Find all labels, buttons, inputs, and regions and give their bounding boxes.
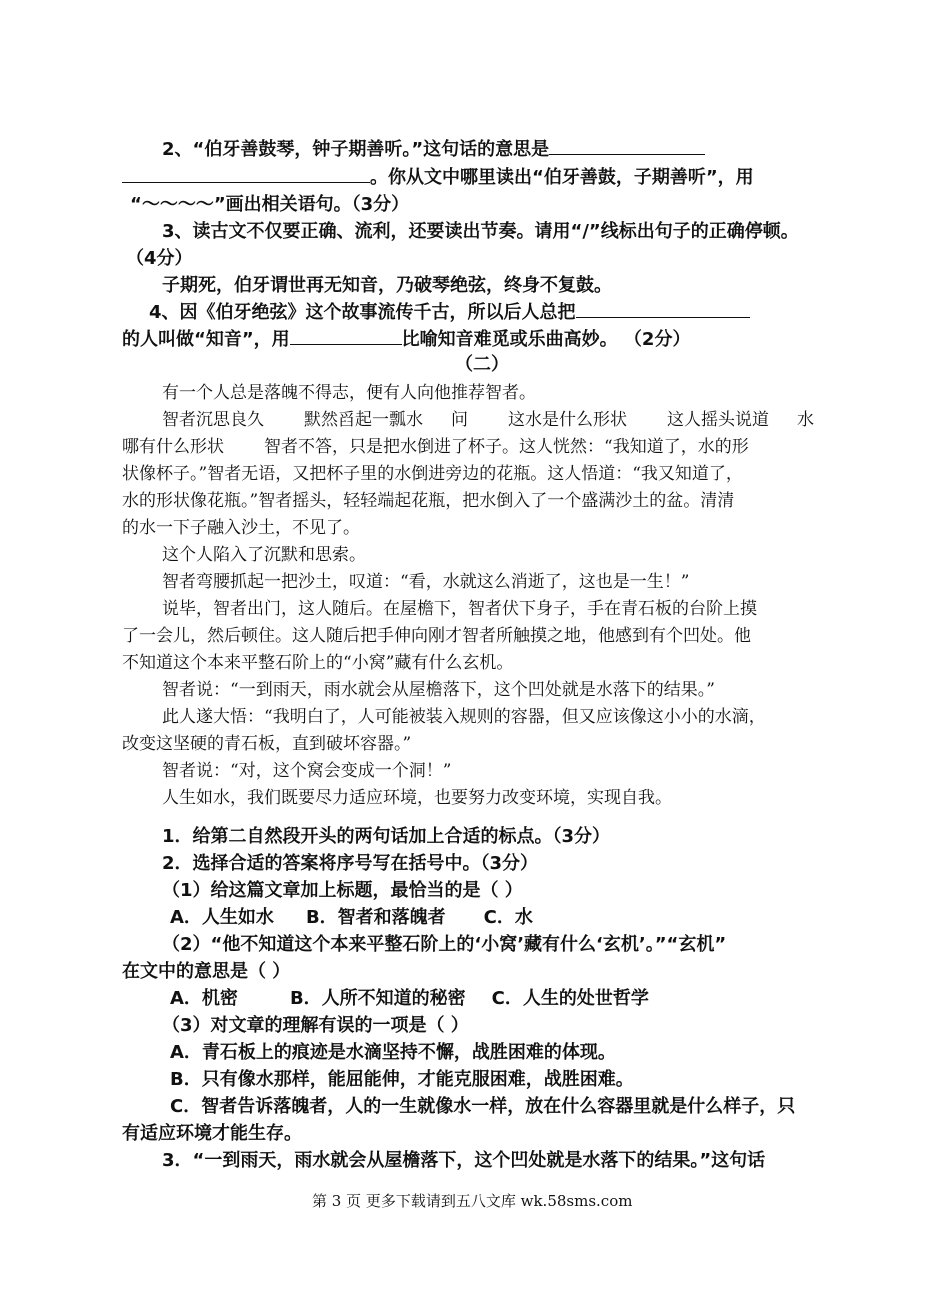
passage-segment: 智者沉思良久 [162,410,264,430]
q4-line2 [122,325,690,351]
option-b: B．智者和落魄者 [305,907,446,928]
passage-p2-line3: 状像杯子。”智者无语，又把杯子里的水倒进旁边的花瓶。这人悟道：“我又知道了， [122,464,743,484]
q2-line1 [162,135,705,161]
question-1: 1．给第二自然段开头的两句话加上合适的标点。（3分） [162,826,611,847]
q3-line1: 3、读古文不仅要正确、流利，还要读出节奏。请用“/”线标出句子的正确停顿。 [162,221,799,242]
passage-p2-line2 [122,432,749,457]
passage-segment: 默然舀起一瓢水 [304,410,423,430]
passage-segment: 智者不答，只是把水倒进了杯子。这人恍然：“我知道了，水的形 [264,437,749,457]
passage-segment: 水 [797,410,814,430]
q4-text-end: 比喻知音难觅或乐曲高妙。 （2分） [401,329,691,350]
passage-p3: 这个人陷入了沉默和思索。 [162,545,366,565]
option-a: A．人生如水 [170,907,274,928]
option-c: C．水 [483,907,533,928]
option-b: B．人所不知道的秘密 [289,988,466,1009]
option-a: A．机密 [170,988,238,1009]
question-2-2-options [170,984,649,1010]
section-title: （二） [455,354,509,375]
question-2: 2．选择合适的答案将序号写在括号中。（3分） [162,853,539,874]
page-footer: 第 3 页 更多下载请到五八文库 wk.58sms.com [312,1192,633,1210]
q4-text: 4、因《伯牙绝弦》这个故事流传千古，所以后人总把 [149,302,576,323]
passage-p7-line1: 此人遂大悟：“我明白了，人可能被装入规则的容器，但又应该像这小小的水滴， [162,707,766,727]
q3-line2: （4分） [126,248,193,269]
passage-p1: 有一个人总是落魄不得志，便有人向他推荐智者。 [162,383,536,403]
q3-sentence: 子期死，伯牙谓世再无知音，乃破琴绝弦，终身不复鼓。 [162,275,612,296]
question-2-3-option-a: A．青石板上的痕迹是水滴坚持不懈，战胜困难的体现。 [170,1042,616,1063]
passage-segment: 这水是什么形状 [508,410,627,430]
q2-text-cont: 。你从文中哪里读出“伯牙善鼓，子期善听”，用 [370,167,754,188]
passage-p2-line5: 的水一下子融入沙土，不见了。 [122,518,360,538]
passage-p8: 智者说：“对，这个窝会变成一个洞！” [162,761,452,781]
question-2-3-option-c-line2: 有适应环境才能生存。 [122,1123,302,1144]
question-3: 3．“一到雨天，雨水就会从屋檐落下，这个凹处就是水落下的结果。”这句话 [162,1150,766,1171]
answer-blank [576,299,750,318]
passage-segment: 问 [451,410,468,430]
q2-line3: “～～～～”画出相关语句。（3分） [130,194,410,215]
question-2-2-line2: 在文中的意思是（ ） [122,961,291,982]
passage-p6: 智者说：“一到雨天，雨水就会从屋檐落下，这个凹处就是水落下的结果。” [162,680,715,700]
q2-text: 2、“伯牙善鼓琴，钟子期善听。”这句话的意思是 [162,139,550,160]
passage-p4: 智者弯腰抓起一把沙土，叹道：“看，水就这么消逝了，这也是一生！” [162,572,690,592]
q2-line2 [122,163,754,189]
question-2-1-options [170,903,533,929]
answer-blank [122,164,370,183]
passage-segment: 哪有什么形状 [122,437,224,457]
passage-p5-line3: 不知道这个本来平整石阶上的“小窝”藏有什么玄机。 [122,653,514,673]
question-2-2-line1: （2）“他不知道这个本来平整石阶上的‘小窝’藏有什么‘玄机’。”“玄机” [162,934,727,955]
option-c: C．人生的处世哲学 [491,988,649,1009]
passage-p5-line1: 说毕，智者出门，这人随后。在屋檐下，智者伏下身子，手在青石板的台阶上摸 [162,599,757,619]
passage-p9: 人生如水，我们既要尽力适应环境，也要努力改变环境，实现自我。 [162,788,672,808]
answer-blank [549,136,705,155]
q4-text-cont: 的人叫做“知音”，用 [122,329,290,350]
answer-blank [290,326,402,345]
question-2-3: （3）对文章的理解有误的一项是（ ） [162,1015,469,1036]
passage-segment: 这人摇头说道 [667,410,769,430]
question-2-1: （1）给这篇文章加上标题，最恰当的是（ ） [162,880,523,901]
passage-p7-line2: 改变这坚硬的青石板，直到破坏容器。” [122,734,412,754]
passage-p2-line4: 水的形状像花瓶。”智者摇头，轻轻端起花瓶，把水倒入了一个盛满沙土的盆。清清 [122,491,735,511]
passage-p5-line2: 了一会儿，然后顿住。这人随后把手伸向刚才智者所触摸之地，他感到有个凹处。他 [122,626,751,646]
question-2-3-option-c-line1: C．智者告诉落魄者，人的一生就像水一样，放在什么容器里就是什么样子，只 [170,1096,796,1117]
q4-line1 [149,298,750,324]
question-2-3-option-b: B．只有像水那样，能屈能伸，才能克服困难，战胜困难。 [170,1069,634,1090]
passage-p2-line1 [162,405,814,430]
